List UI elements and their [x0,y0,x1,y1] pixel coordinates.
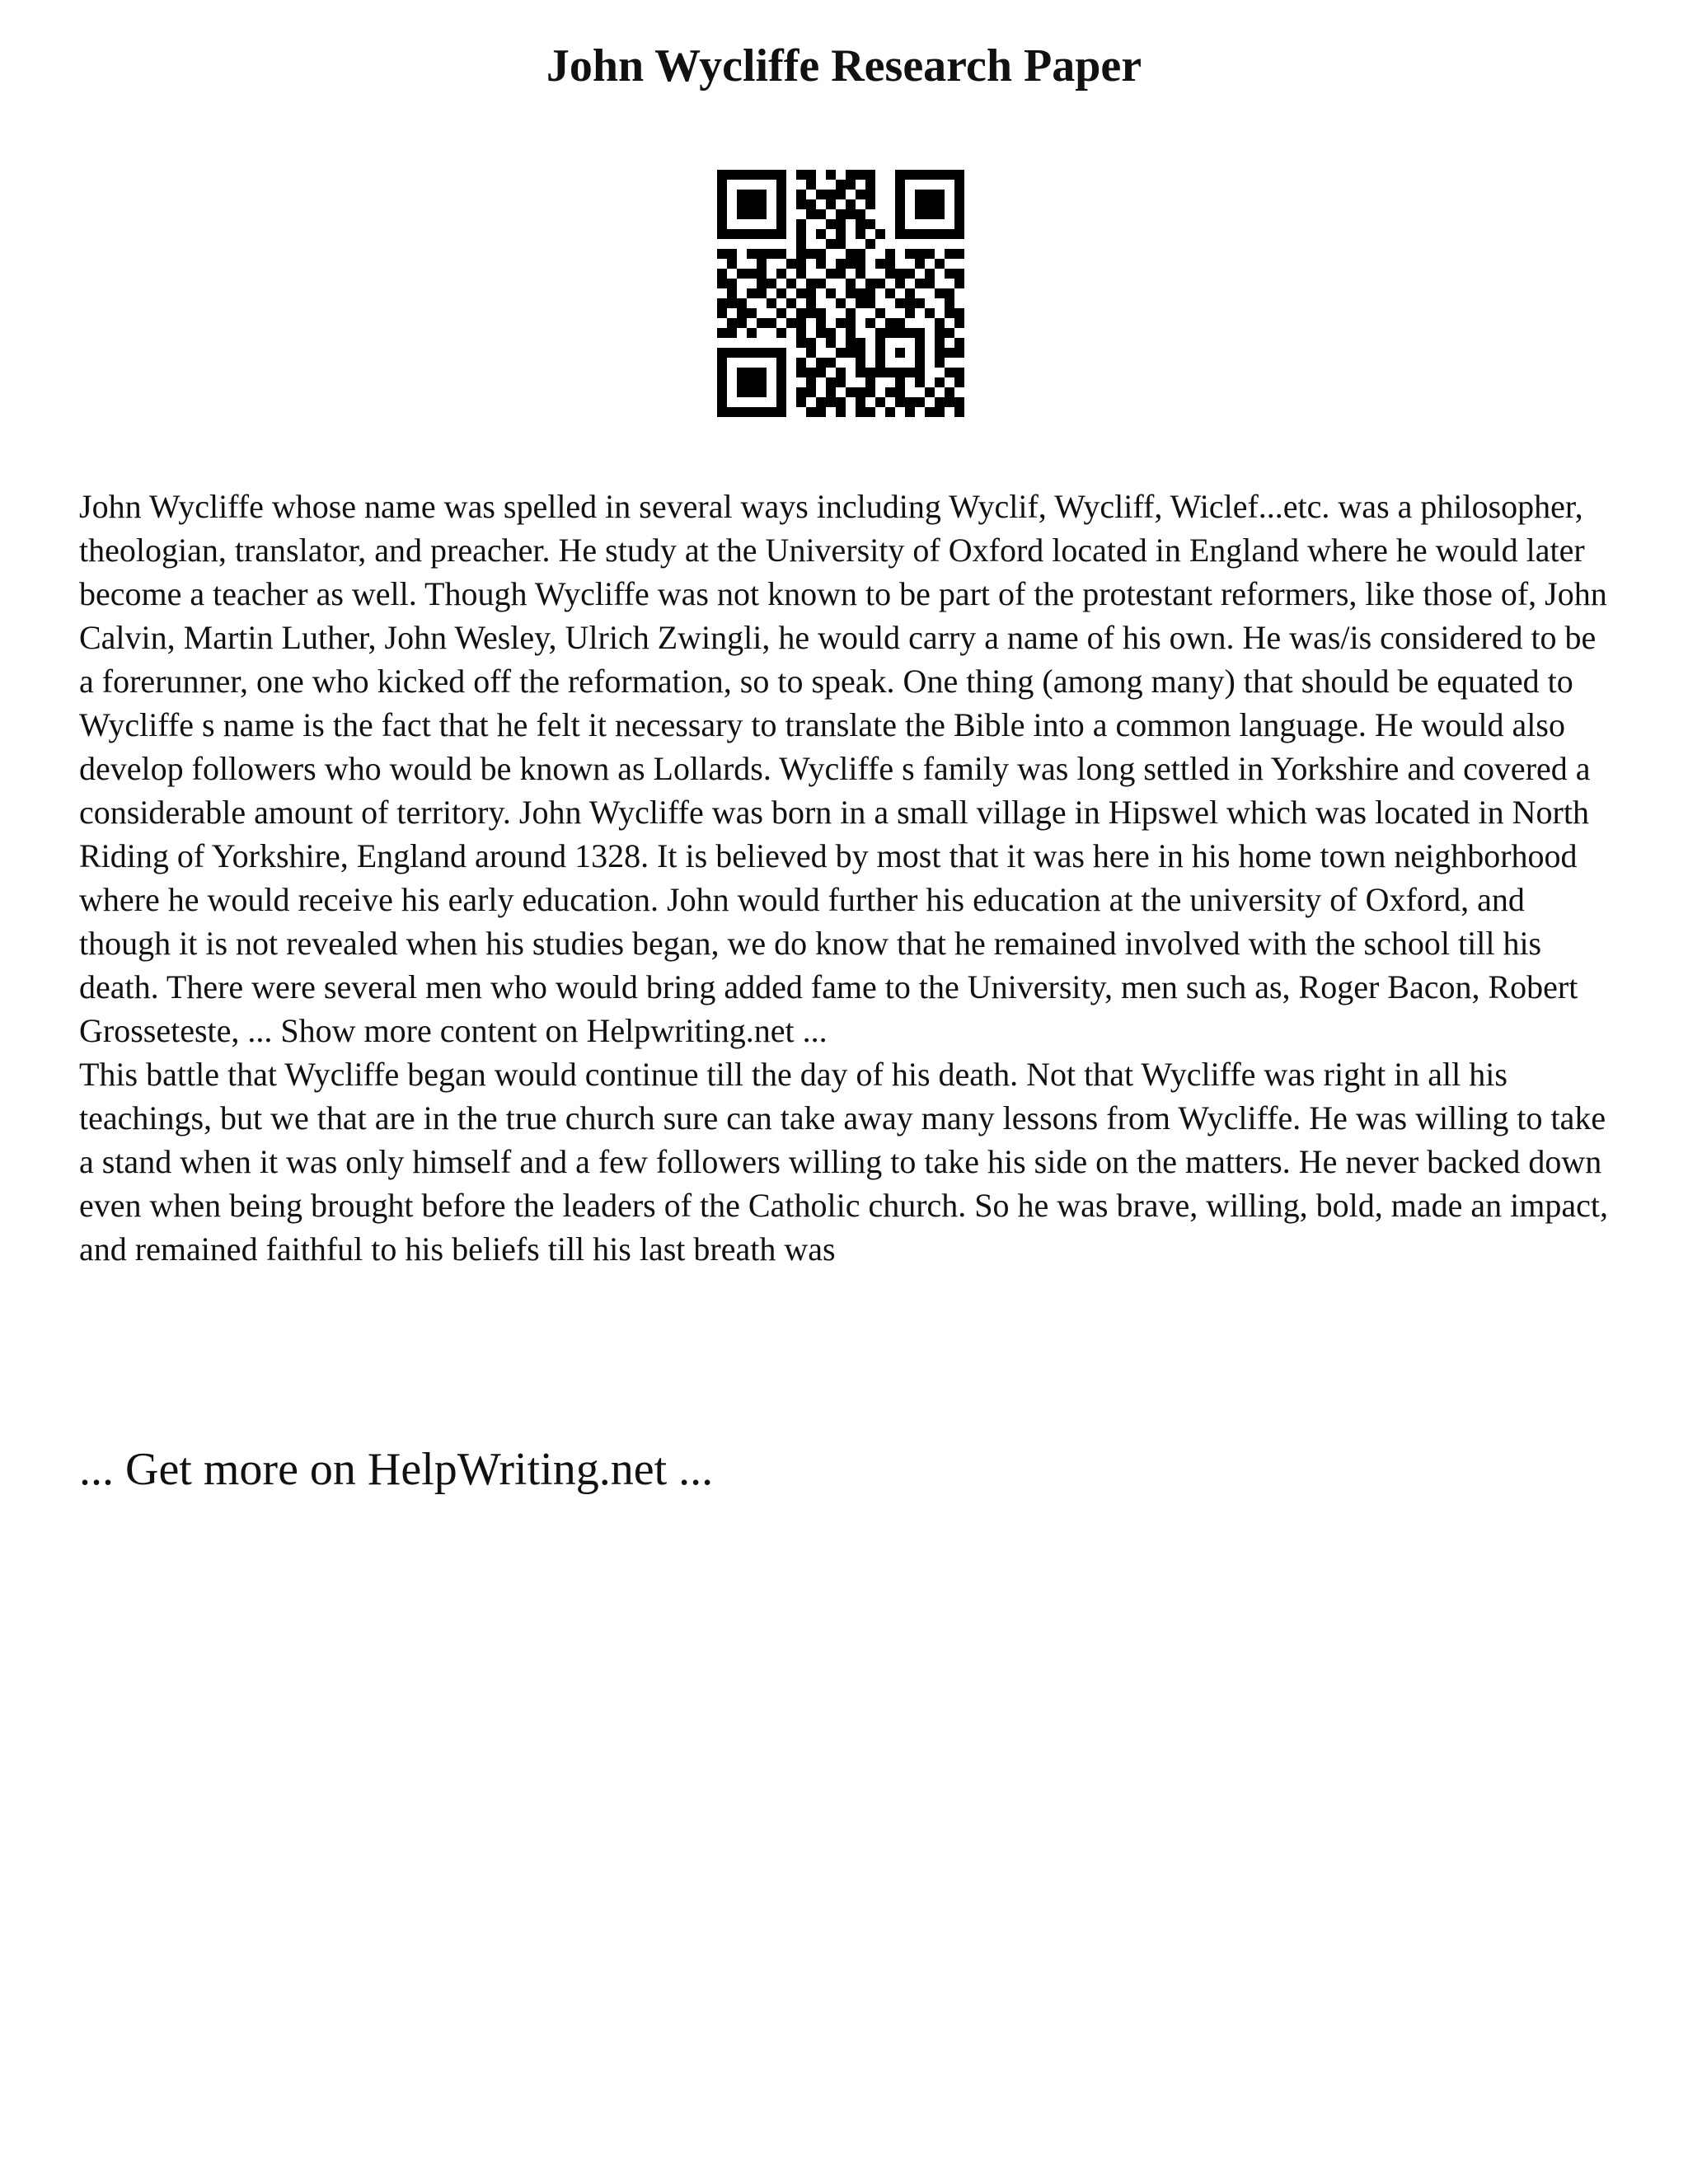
page-title: John Wycliffe Research Paper [546,40,1142,91]
qr-code-icon [717,170,964,417]
article-body [79,485,1619,1271]
get-more-link[interactable]: ... Get more on HelpWriting.net ... [79,1444,714,1495]
paragraph: This battle that Wycliffe began would continue till the day of his death. Not that Wycliffe was right in all his teachings, but we that are in the true church sure can take away many lessons from Wycliffe. He was willing to take a stand when it was only himself and a few followers willing to take his side on the matters. He never backed down even when being brought before the leaders of the Catholic church. So he was brave, willing, bold, made an impact, and remained faithful to his beliefs till his last breath was [79,1056,1608,1268]
paragraph: John Wycliffe whose name was spelled in several ways including Wyclif, Wycliff, Wiclef...etc. was a philosopher, theologian, translator, and preacher. He study at the University of Oxford located in England where he would later become a teacher as well. Though Wycliffe was not known to be part of the protestant reformers, like those of, John Calvin, Martin Luther, John Wesley, Ulrich Zwingli, he would carry a name of his own. He was/is considered to be a forerunner, one who kicked off the reformation, so to speak. One thing (among many) that should be equated to Wycliffe s name is the fact that he felt it necessary to translate the Bible into a common language. He would also develop followers who would be known as Lollards. Wycliffe s family was long settled in Yorkshire and covered a considerable amount of territory. John Wycliffe was born in a small village in Hipswel which was located in North Riding of Yorkshire, England around 1328. It is believed by most that it was here in his home town neighborhood where he would receive his early education. John would further his education at the university of Oxford, and though it is not revealed when his studies began, we do know that he remained involved with the school till his death. There were several men who would bring added fame to the University, men such as, Roger Bacon, Robert Grosseteste, ... Show more content on Helpwriting.net ... [79,488,1607,1049]
